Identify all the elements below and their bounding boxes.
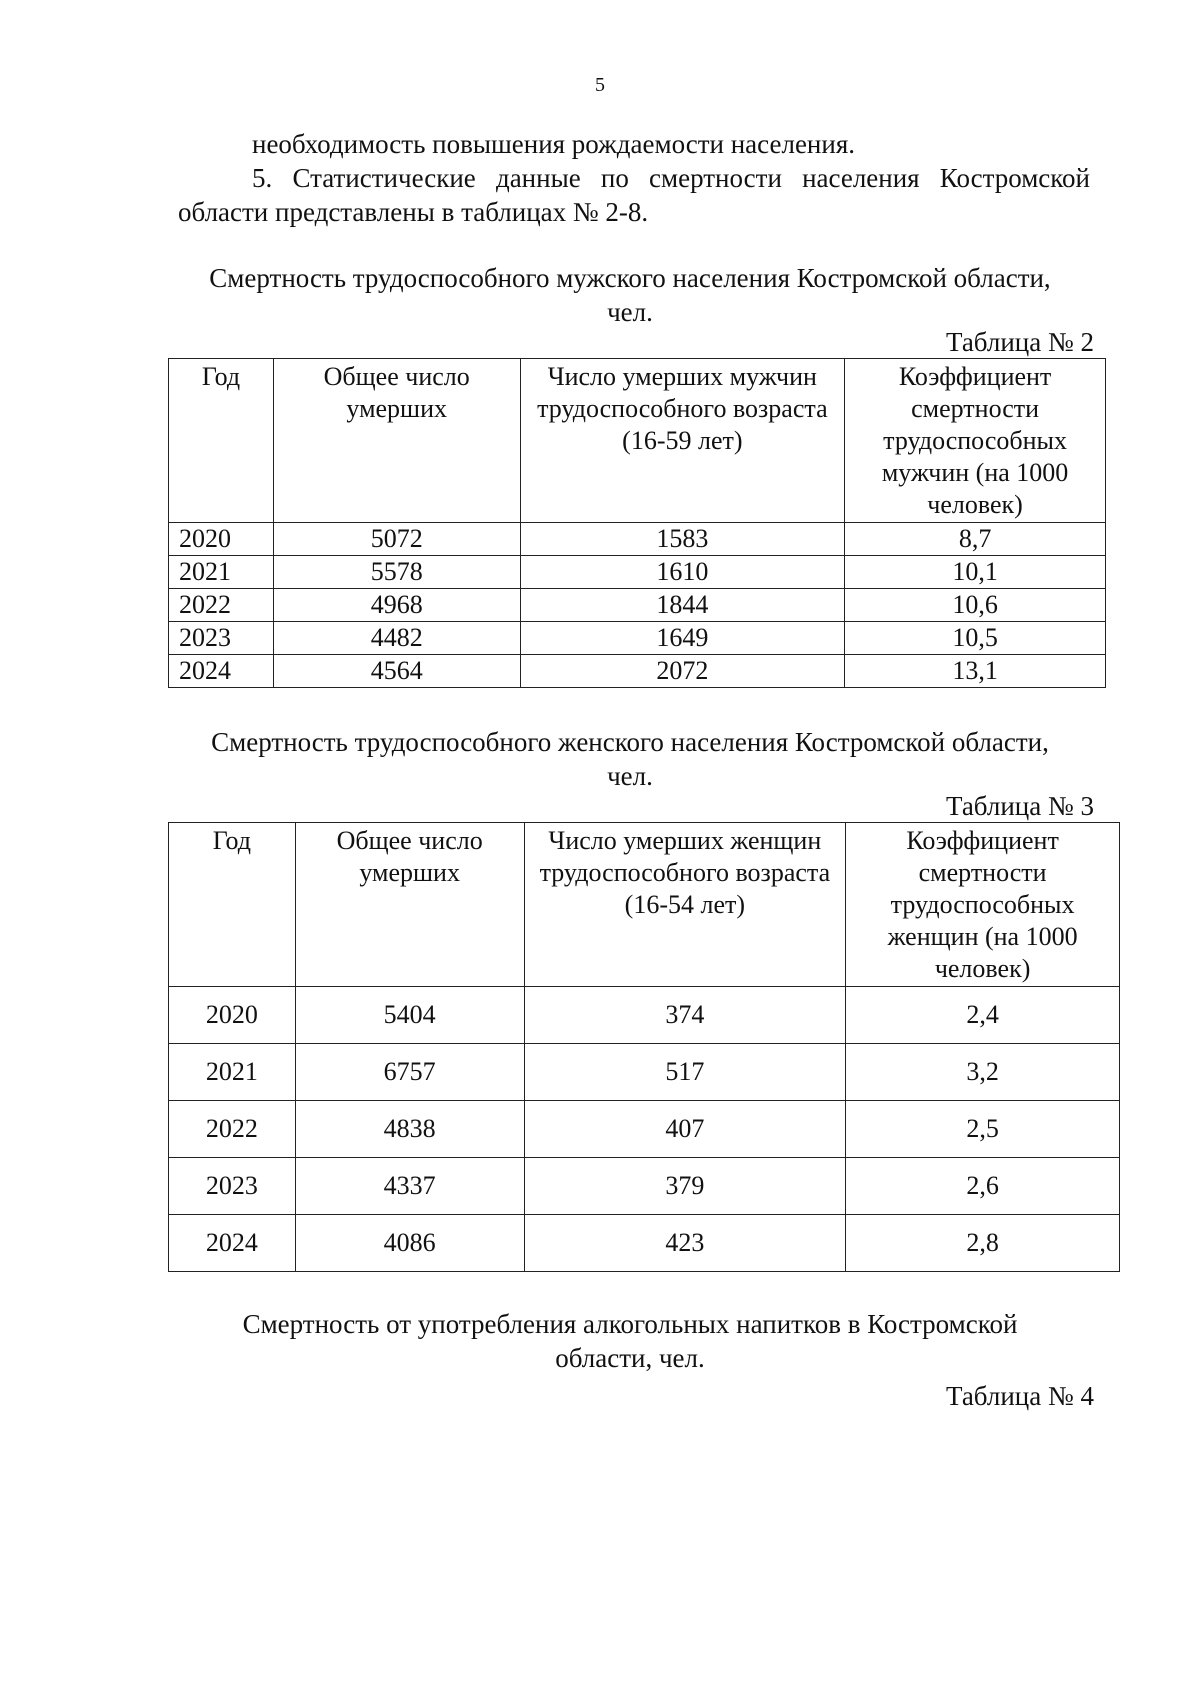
table2-header-row bbox=[169, 359, 1106, 523]
table2-header-total: Общее число умерших bbox=[273, 359, 520, 523]
table2-label: Таблица № 2 bbox=[946, 327, 1094, 357]
table2-caption-line-1: Смертность трудоспособного мужского населения Костромской области, bbox=[209, 263, 1051, 293]
table2-cell: 4968 bbox=[273, 589, 520, 622]
table2-cell: 2072 bbox=[520, 655, 845, 688]
table3-caption-line-2: чел. bbox=[607, 761, 653, 791]
table2 bbox=[168, 358, 1106, 688]
table3-cell: 407 bbox=[524, 1101, 846, 1158]
table-row bbox=[169, 987, 1120, 1044]
table2-cell: 13,1 bbox=[845, 655, 1106, 688]
table3-cell: 374 bbox=[524, 987, 846, 1044]
table3-cell: 2021 bbox=[169, 1044, 296, 1101]
table2-cell: 10,6 bbox=[845, 589, 1106, 622]
table2-cell: 2024 bbox=[169, 655, 274, 688]
table3-header-year: Год bbox=[169, 823, 296, 987]
table3 bbox=[168, 822, 1120, 1272]
table3-header-count: Число умерших женщин трудоспособного возраста (16-54 лет) bbox=[524, 823, 846, 987]
table2-cell: 2021 bbox=[169, 556, 274, 589]
paragraph-line-1: необходимость повышения рождаемости населения. bbox=[252, 129, 855, 159]
table2-cell: 4482 bbox=[273, 622, 520, 655]
paragraph-line-3: области представлены в таблицах № 2-8. bbox=[178, 197, 649, 227]
table4-label: Таблица № 4 bbox=[946, 1381, 1094, 1411]
table3-cell: 5404 bbox=[295, 987, 524, 1044]
table2-cell: 2022 bbox=[169, 589, 274, 622]
table3-header-row bbox=[169, 823, 1120, 987]
table2-caption-line-2: чел. bbox=[607, 297, 653, 327]
table3-cell: 3,2 bbox=[846, 1044, 1120, 1101]
table2-cell: 8,7 bbox=[845, 523, 1106, 556]
page-number: 5 bbox=[595, 74, 605, 96]
table2-cell: 5072 bbox=[273, 523, 520, 556]
table3-cell: 2,6 bbox=[846, 1158, 1120, 1215]
table2-cell: 1583 bbox=[520, 523, 845, 556]
table3-cell: 379 bbox=[524, 1158, 846, 1215]
table-row bbox=[169, 1158, 1120, 1215]
table2-cell: 2020 bbox=[169, 523, 274, 556]
table3-cell: 517 bbox=[524, 1044, 846, 1101]
table2-cell: 10,1 bbox=[845, 556, 1106, 589]
table3-cell: 2022 bbox=[169, 1101, 296, 1158]
table-row bbox=[169, 1044, 1120, 1101]
table-row bbox=[169, 1215, 1120, 1272]
paragraph-line-2: 5. Статистические данные по смертности населения Костромской bbox=[252, 163, 1090, 193]
table2-cell: 2023 bbox=[169, 622, 274, 655]
table3-cell: 2023 bbox=[169, 1158, 296, 1215]
table3-header-coef: Коэффициент смертности трудоспособных женщин (на 1000 человек) bbox=[846, 823, 1120, 987]
table2-cell: 1610 bbox=[520, 556, 845, 589]
table3-cell: 2,5 bbox=[846, 1101, 1120, 1158]
table-row bbox=[169, 1101, 1120, 1158]
table3-cell: 2,4 bbox=[846, 987, 1120, 1044]
table2-cell: 5578 bbox=[273, 556, 520, 589]
table3-cell: 2,8 bbox=[846, 1215, 1120, 1272]
table2-cell: 4564 bbox=[273, 655, 520, 688]
table2-header-count: Число умерших мужчин трудоспособного возраста (16-59 лет) bbox=[520, 359, 845, 523]
table3-cell: 6757 bbox=[295, 1044, 524, 1101]
table3-cell: 423 bbox=[524, 1215, 846, 1272]
table4-caption-line-2: области, чел. bbox=[555, 1343, 705, 1373]
table2-header-coef: Коэффициент смертности трудоспособных мужчин (на 1000 человек) bbox=[845, 359, 1106, 523]
table2-cell: 1649 bbox=[520, 622, 845, 655]
table2-cell: 1844 bbox=[520, 589, 845, 622]
table2-cell: 10,5 bbox=[845, 622, 1106, 655]
table3-cell: 2020 bbox=[169, 987, 296, 1044]
table3-cell: 4337 bbox=[295, 1158, 524, 1215]
table3-cell: 2024 bbox=[169, 1215, 296, 1272]
table3-header-total: Общее число умерших bbox=[295, 823, 524, 987]
table4-caption-line-1: Смертность от употребления алкогольных напитков в Костромской bbox=[242, 1309, 1018, 1339]
table-row bbox=[169, 655, 1106, 688]
table-row bbox=[169, 556, 1106, 589]
table2-header-year: Год bbox=[169, 359, 274, 523]
table3-cell: 4838 bbox=[295, 1101, 524, 1158]
table3-label: Таблица № 3 bbox=[946, 791, 1094, 821]
table3-cell: 4086 bbox=[295, 1215, 524, 1272]
table3-caption-line-1: Смертность трудоспособного женского населения Костромской области, bbox=[211, 727, 1049, 757]
table-row bbox=[169, 622, 1106, 655]
table-row bbox=[169, 589, 1106, 622]
table-row bbox=[169, 523, 1106, 556]
